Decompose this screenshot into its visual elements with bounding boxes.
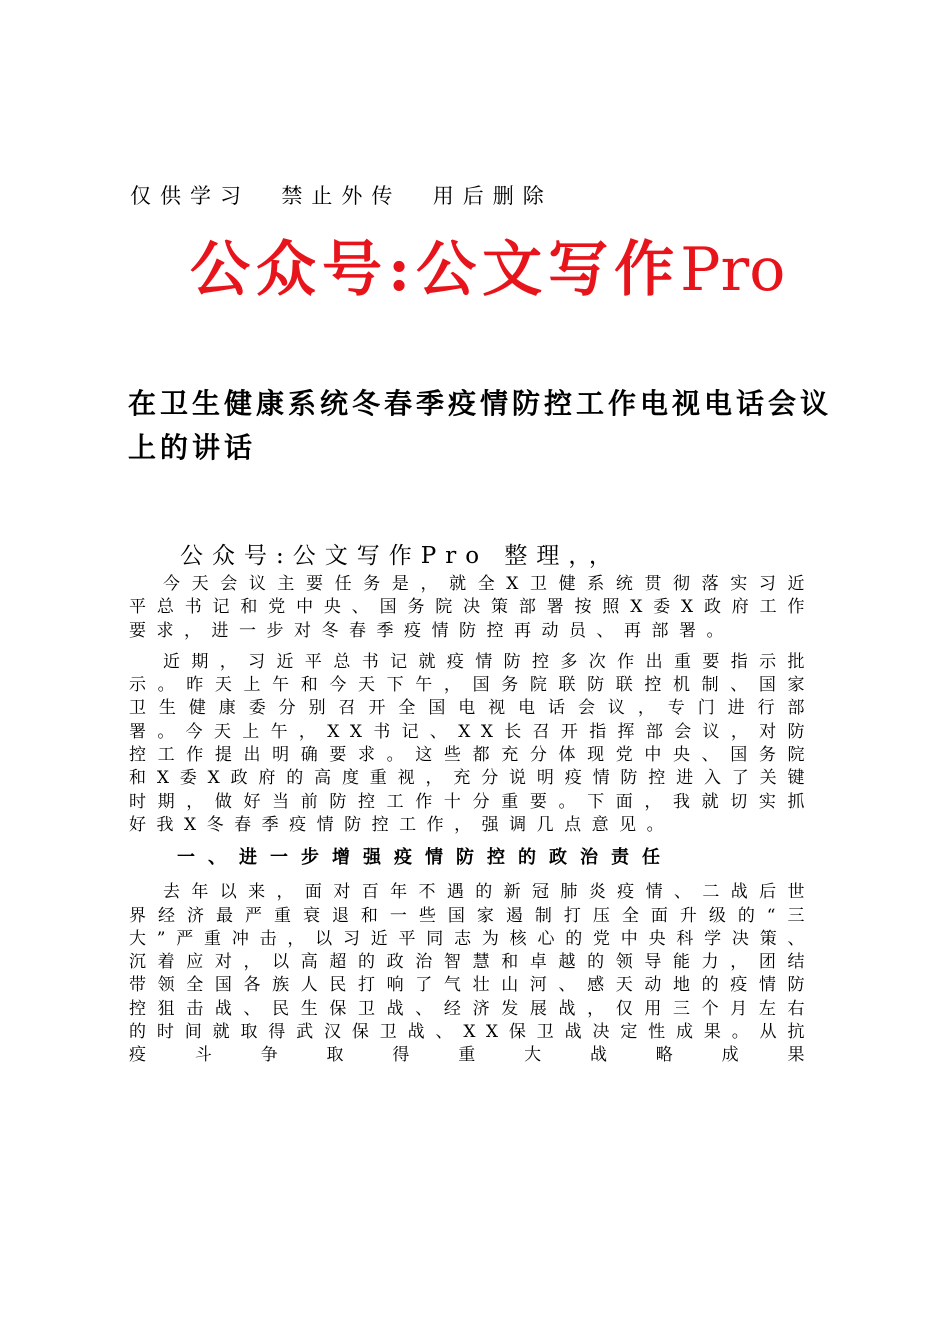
document-source: 公众号:公文写作Pro 整理，， <box>180 543 621 569</box>
body-paragraph: 近期，习近平总书记就疫情防控多次作出重要指示批示。昨天上午和今天下午，国务院联防联控机制、国家卫生健康委分别召开全国电视电话会议，专门进行部署。今天上午，XX书记、XX长召开指挥部会议，对防控工作提出明确要求。这些都充分体现党中央、国务院和X委X政府的高度重视，充分说明疫情防控进入了关键时期，做好当前防控工作十分重要。下面，我就切实抓好我X冬春季疫情防控工作，强调几点意见。 <box>129 651 815 835</box>
brand-pro: Pro <box>680 235 786 305</box>
document-title: 在卫生健康系统冬春季疫情防控工作电视电话会议上的讲话 <box>128 387 833 464</box>
body-paragraph: 去年以来，面对百年不遇的新冠肺炎疫情、二战后世界经济最严重衰退和一些国家遏制打压全面升级的“三大”严重冲击，以习近平同志为核心的党中央科学决策、沉着应对，以高超的政治智慧和卓越的领导能力，团结带领全国各族人民打响了气壮山河、感天动地的疫情防控狙击战、民生保卫战、经济发展战，仅用三个月左右的时间就取得武汉保卫战、XX保卫战决定性成果。从抗疫斗争取得重大战略成果 <box>129 882 815 1066</box>
section-heading: 一、进一步增强疫情防控的政治责任 <box>177 847 673 869</box>
brand-watermark <box>190 222 785 308</box>
document-body <box>129 573 815 1076</box>
brand-name: 公众号:公文写作 <box>190 235 681 305</box>
body-paragraph: 今天会议主要任务是，就全X卫健系统贯彻落实习近平总书记和党中央、国务院决策部署按照X委X政府工作要求，进一步对冬春季疫情防控再动员、再部署。 <box>129 574 815 641</box>
distribution-notice: 仅供学习 禁止外传 用后删除 <box>130 184 553 208</box>
